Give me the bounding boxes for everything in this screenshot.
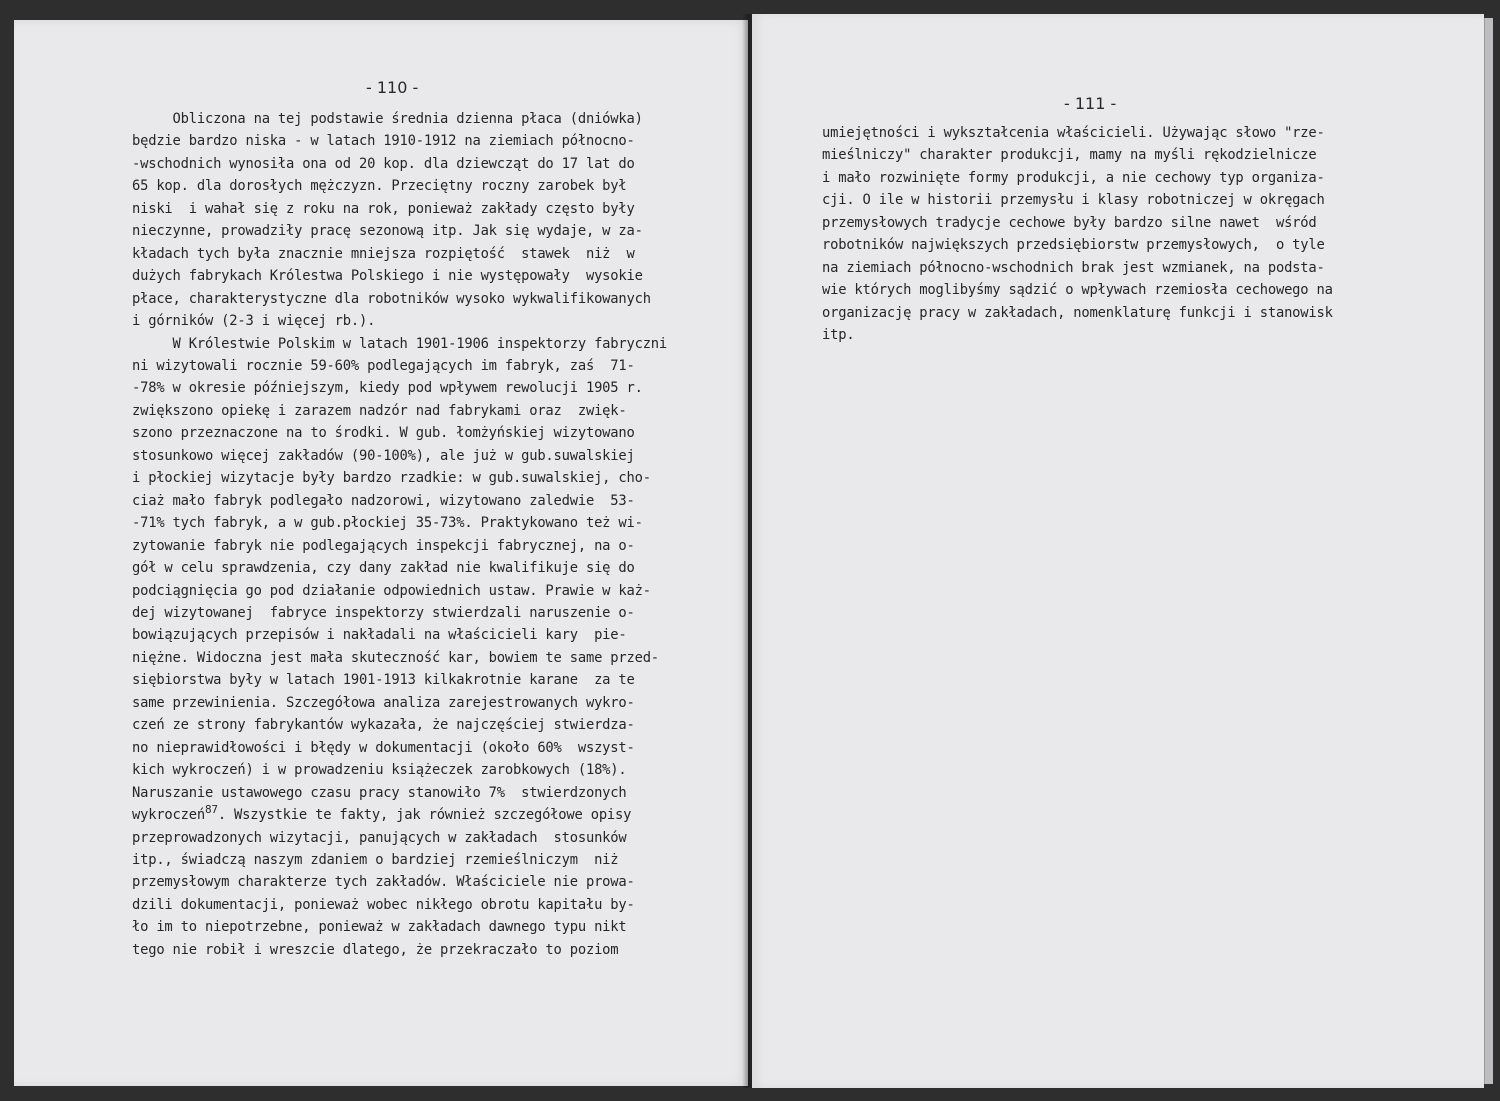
text-line: przeprowadzonych wizytacji, panujących w zakładach stosunków (132, 829, 627, 846)
text-line: ni wizytowali rocznie 59-60% podlegających im fabryk, zaś 71- (132, 357, 635, 374)
text-line: ło im to niepotrzebne, ponieważ w zakładach dawnego typu nikt (132, 919, 627, 936)
text-line: -71% tych fabryk, a w gub.płockiej 35-73%. Praktykowano też wi- (132, 515, 643, 532)
text-line: stosunkowo więcej zakładów (90-100%), ale już w gub.suwalskiej (132, 447, 635, 464)
text-line: same przewinienia. Szczegółowa analiza zarejestrowanych wykro- (132, 694, 635, 711)
text-line: itp. (822, 327, 855, 344)
text-line: przemysłowym charakterze tych zakładów. Właściciele nie prowa- (132, 874, 635, 891)
text-line: niski i wahał się z roku na rok, ponieważ zakłady często były (132, 200, 635, 217)
text-line: nieczynne, prowadziły pracę sezonową itp. Jak się wydaje, w za- (132, 223, 643, 240)
text-line: na ziemiach północno-wschodnich brak jest wzmianek, na podsta- (822, 259, 1325, 276)
text-line-with-footnote (132, 804, 702, 826)
text-segment: . Wszystkie te fakty, jak również szczegółowe opisy (217, 807, 632, 824)
text-line: będzie bardzo niska - w latach 1910-1912 na ziemiach północno- (132, 133, 635, 150)
text-line: Naruszanie ustawowego czasu pracy stanowiło 7% stwierdzonych (132, 784, 627, 801)
text-line: i mało rozwinięte formy produkcji, a nie cechowy typ organiza- (822, 169, 1325, 186)
text-line: zwiększono opiekę i zarazem nadzór nad fabrykami oraz zwięk- (132, 402, 627, 419)
text-line: dzili dokumentacji, ponieważ wobec nikłego obrotu kapitału by- (132, 896, 635, 913)
text-line: bowiązujących przepisów i nakładali na właścicieli kary pie- (132, 627, 627, 644)
text-line: zytowanie fabryk nie podlegających inspekcji fabrycznej, na o- (132, 537, 635, 554)
text-line: niężne. Widoczna jest mała skuteczność kar, bowiem te same przed- (132, 649, 659, 666)
text-segment: wykroczeń (132, 807, 205, 824)
text-line: no nieprawidłowości i błędy w dokumentacji (około 60% wszyst- (132, 739, 635, 756)
text-line: umiejętności i wykształcenia właścicieli. Używając słowo "rze- (822, 125, 1325, 141)
text-line: podciągnięcia go pod działanie odpowiednich ustaw. Prawie w każ- (132, 582, 651, 599)
text-line: gół w celu sprawdzenia, czy dany zakład nie kwalifikuje się do (132, 560, 635, 577)
page-number-right: - 111 - (1064, 94, 1117, 113)
text-line: i płockiej wizytacje były bardzo rzadkie: w gub.suwalskiej, cho- (132, 470, 651, 487)
text-line: Obliczona na tej podstawie średnia dzienna płaca (dniówka) (132, 111, 643, 127)
text-line: dużych fabrykach Królestwa Polskiego i nie występowały wysokie (132, 268, 643, 285)
text-line: siębiorstwa były w latach 1901-1913 kilkakrotnie karane za te (132, 672, 635, 689)
text-line: i górników (2-3 i więcej rb.). (132, 313, 376, 330)
text-line: kładach tych była znacznie mniejsza rozpiętość stawek niż w (132, 245, 635, 262)
text-line: wie których moglibyśmy sądzić o wpływach rzemiosła cechowego na (822, 282, 1333, 299)
page-stack-edge (1484, 18, 1493, 1084)
text-line: 65 kop. dla dorosłych mężczyzn. Przeciętny roczny zarobek był (132, 178, 627, 195)
text-line: -wschodnich wynosiła ona od 20 kop. dla dziewcząt do 17 lat do (132, 155, 635, 172)
left-page-text (132, 108, 702, 961)
text-line: tego nie robił i wreszcie dlatego, że przekraczało to poziom (132, 941, 619, 958)
text-line: itp., świadczą naszym zdaniem o bardziej rzemieślniczym niż (132, 851, 619, 868)
right-page (752, 14, 1484, 1088)
text-line: -78% w okresie późniejszym, kiedy pod wpływem rewolucji 1905 r. (132, 380, 643, 397)
left-page (14, 20, 748, 1086)
page-number-left: - 110 - (366, 78, 419, 97)
text-line: dej wizytowanej fabryce inspektorzy stwierdzali naruszenie o- (132, 604, 635, 621)
text-line: organizację pracy w zakładach, nomenklaturę funkcji i stanowisk (822, 304, 1333, 321)
footnote-marker[interactable]: 87 (204, 803, 218, 817)
text-line: przemysłowych tradycje cechowe były bardzo silne nawet wśród (822, 214, 1317, 231)
text-line: czeń ze strony fabrykantów wykazała, że najczęściej stwierdza- (132, 717, 635, 734)
text-line: szono przeznaczone na to środki. W gub. łomżyńskiej wizytowano (132, 425, 635, 442)
text-line: kich wykroczeń) i w prowadzeniu książeczek zarobkowych (18%). (132, 762, 627, 779)
text-line: cji. O ile w historii przemysłu i klasy robotniczej w okręgach (822, 192, 1325, 209)
text-line: robotników największych przedsiębiorstw przemysłowych, o tyle (822, 237, 1325, 254)
text-line: płace, charakterystyczne dla robotników wysoko wykwalifikowanych (132, 290, 651, 307)
text-line: W Królestwie Polskim w latach 1901-1906 inspektorzy fabryczni (132, 335, 668, 352)
text-line: ciaż mało fabryk podlegało nadzorowi, wizytowano zaledwie 53- (132, 492, 635, 509)
right-page-text (822, 122, 1392, 347)
text-line: mieślniczy" charakter produkcji, mamy na myśli rękodzielnicze (822, 147, 1317, 164)
